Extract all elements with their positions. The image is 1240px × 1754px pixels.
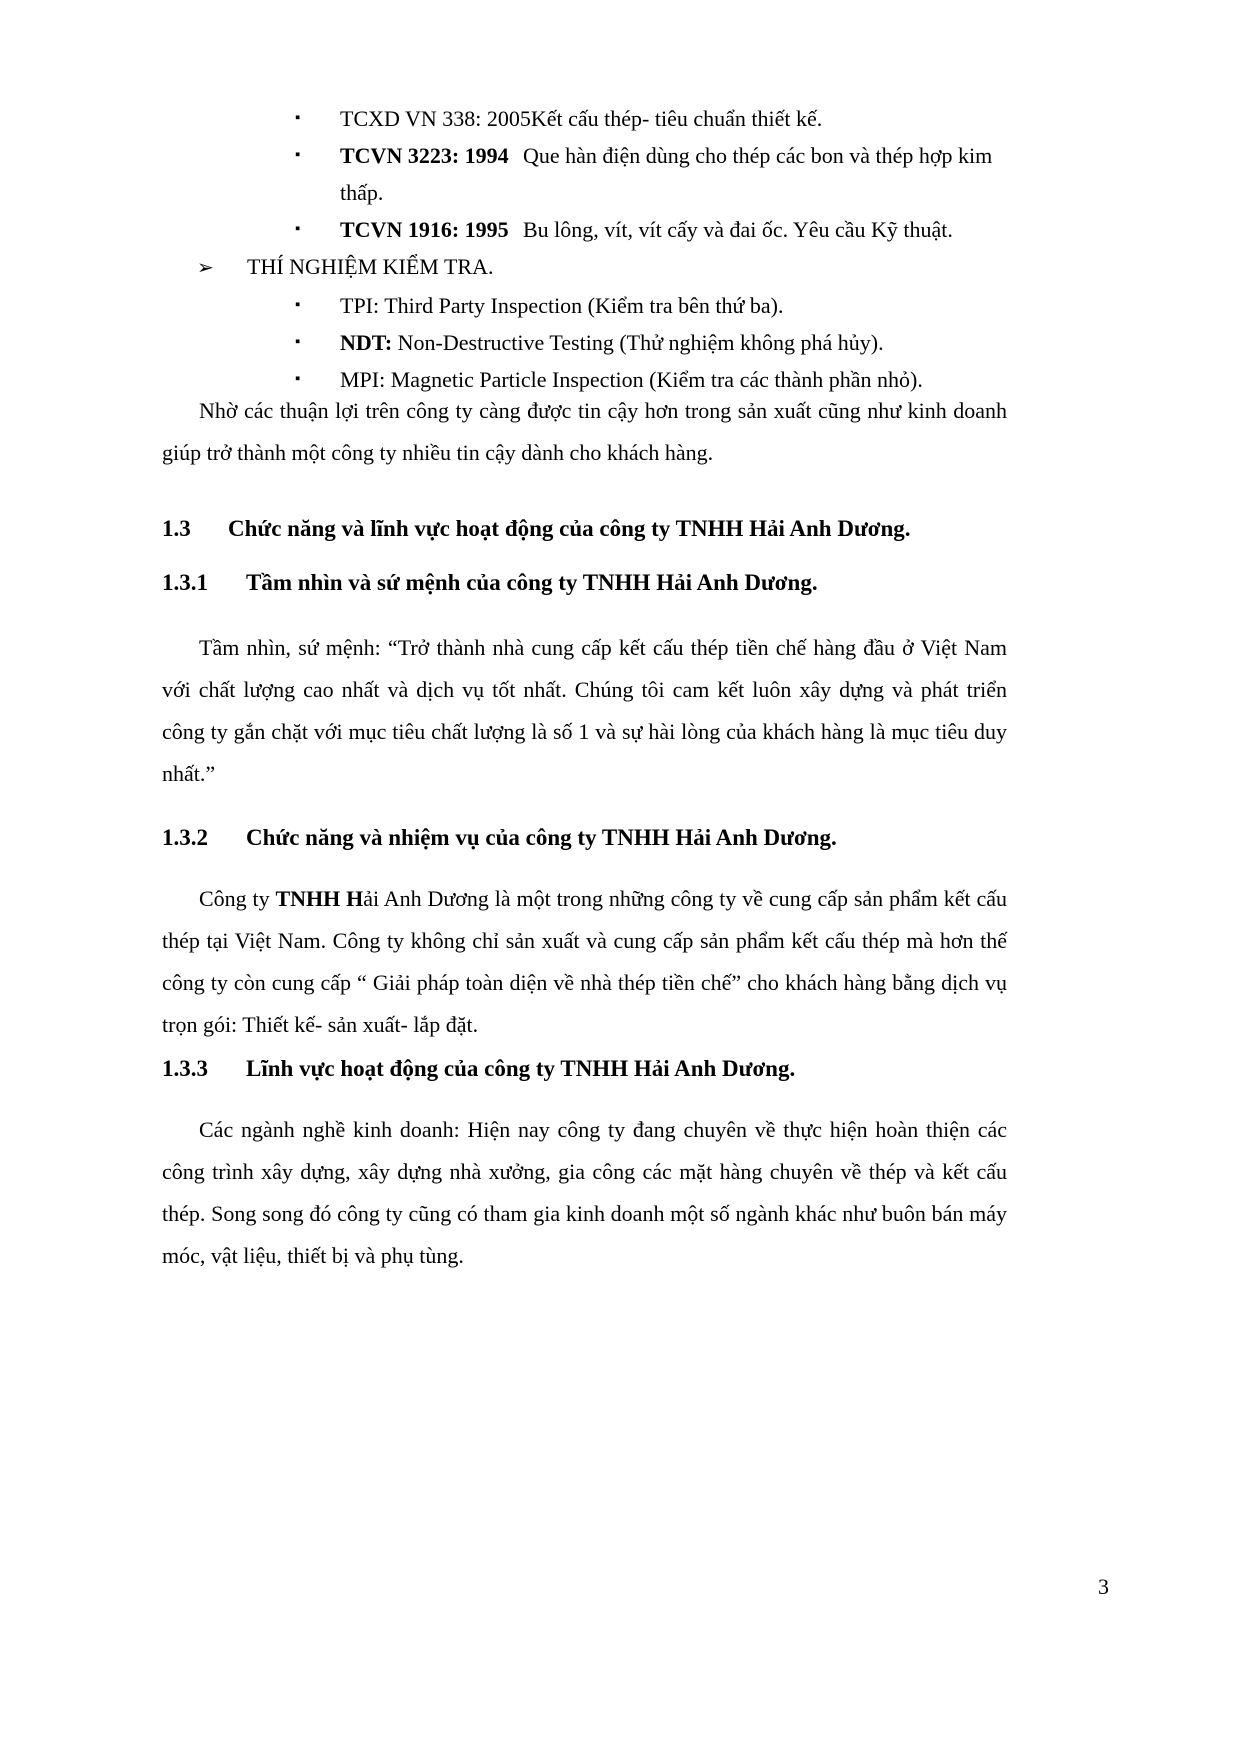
standard-description: Que hàn điện dùng cho thép các bon và thép hợp kim thấp. (340, 143, 993, 205)
test-section-title: THÍ NGHIỆM KIỂM TRA. (247, 254, 494, 279)
standards-list (162, 100, 1007, 398)
list-item-test-heading (162, 248, 1007, 287)
business-fields-paragraph: Các ngành nghề kinh doanh: Hiện nay công ty đang chuyên về thực hiện hoàn thiện các công trình xây dựng, xây dựng nhà xưởng, gia công các mặt hàng chuyên về thép và kết cấu thép. Song song đó công ty cũng có tham gia kinh doanh một số ngành khác như buôn bán máy móc, vật liệu, thiết bị và phụ tùng. (162, 1117, 1007, 1268)
intro-paragraph: Nhờ các thuận lợi trên công ty càng được tin cậy hơn trong sản xuất cũng như kinh doanh giúp trở thành một công ty nhiều tin cậy dành cho khách hàng. (162, 398, 1007, 465)
function-paragraph (162, 878, 1007, 1046)
paragraph-bold-text: TNHH H (275, 886, 364, 911)
section-heading-1-3 (162, 514, 1007, 544)
section-title: Chức năng và lĩnh vực hoạt động của công ty TNHH Hải Anh Dương. (228, 516, 911, 541)
standard-code: TCXD VN 338: 2005 (340, 106, 531, 131)
test-abbr: NDT: (340, 330, 393, 355)
test-abbr: TPI: (340, 293, 380, 318)
square-bullet-icon: ▪ (295, 221, 301, 237)
section-heading-1-3-1 (162, 568, 1007, 598)
test-description: Magnetic Particle Inspection (Kiểm tra các thành phần nhỏ). (385, 367, 923, 392)
section-heading-1-3-3 (162, 1054, 1007, 1084)
standard-code: TCVN 1916: 1995 (340, 217, 509, 242)
standard-code: TCVN 3223: 1994 (340, 143, 509, 168)
square-bullet-icon: ▪ (295, 110, 301, 126)
square-bullet-icon: ▪ (295, 147, 301, 163)
square-bullet-icon: ▪ (295, 297, 301, 313)
section-number: 1.3.1 (162, 570, 208, 595)
page-number: 3 (1098, 1574, 1109, 1599)
section-number: 1.3.2 (162, 825, 208, 850)
section-title: Lĩnh vực hoạt động của công ty TNHH Hải Anh Dương. (246, 1056, 796, 1081)
list-item-standard-2 (162, 137, 1007, 211)
standard-description: Kết cấu thép- tiêu chuẩn thiết kế. (530, 106, 823, 131)
section-heading-1-3-2 (162, 823, 1007, 853)
section-number: 1.3.3 (162, 1056, 208, 1081)
test-description: Non-Destructive Testing (Thử nghiệm không phá hủy). (392, 330, 884, 355)
standard-description: Bu lông, vít, vít cấy và đai ốc. Yêu cầu Kỹ thuật. (523, 217, 953, 242)
list-item-test-1 (162, 287, 1007, 324)
square-bullet-icon: ▪ (295, 371, 301, 387)
list-item-standard-3 (162, 211, 1007, 248)
arrow-bullet-icon: ➢ (197, 257, 214, 279)
list-item-test-2 (162, 324, 1007, 361)
vision-paragraph: Tầm nhìn, sứ mệnh: “Trở thành nhà cung cấp kết cấu thép tiền chế hàng đầu ở Việt Nam với chất lượng cao nhất và dịch vụ tốt nhất. Chúng tôi cam kết luôn xây dựng và phát triển công ty gắn chặt với mục tiêu chất lượng là số 1 và sự hài lòng của khách hàng là mục tiêu duy nhất.” (162, 635, 1007, 786)
test-description: Third Party Inspection (Kiểm tra bên thứ ba). (379, 293, 784, 318)
paragraph-text: ải Anh Dương là một trong những công ty về cung cấp sản phẩm kết cấu thép tại Việt Nam. Công ty không chỉ sản xuất và cung cấp sản phẩm kết cấu thép mà hơn thế công ty còn cung cấp “ Giải pháp toàn diện về nhà thép tiền chế” cho khách hàng bằng dịch vụ trọn gói: Thiết kế- sản xuất- lắp đặt. (162, 886, 1007, 1037)
section-title: Tầm nhìn và sứ mệnh của công ty TNHH Hải Anh Dương. (246, 570, 818, 595)
square-bullet-icon: ▪ (295, 334, 301, 350)
list-item-standard-1 (162, 100, 1007, 137)
section-number: 1.3 (162, 516, 191, 541)
section-title: Chức năng và nhiệm vụ của công ty TNHH Hải Anh Dương. (246, 825, 837, 850)
test-abbr: MPI: (340, 367, 386, 392)
paragraph-text: Công ty (199, 886, 276, 911)
